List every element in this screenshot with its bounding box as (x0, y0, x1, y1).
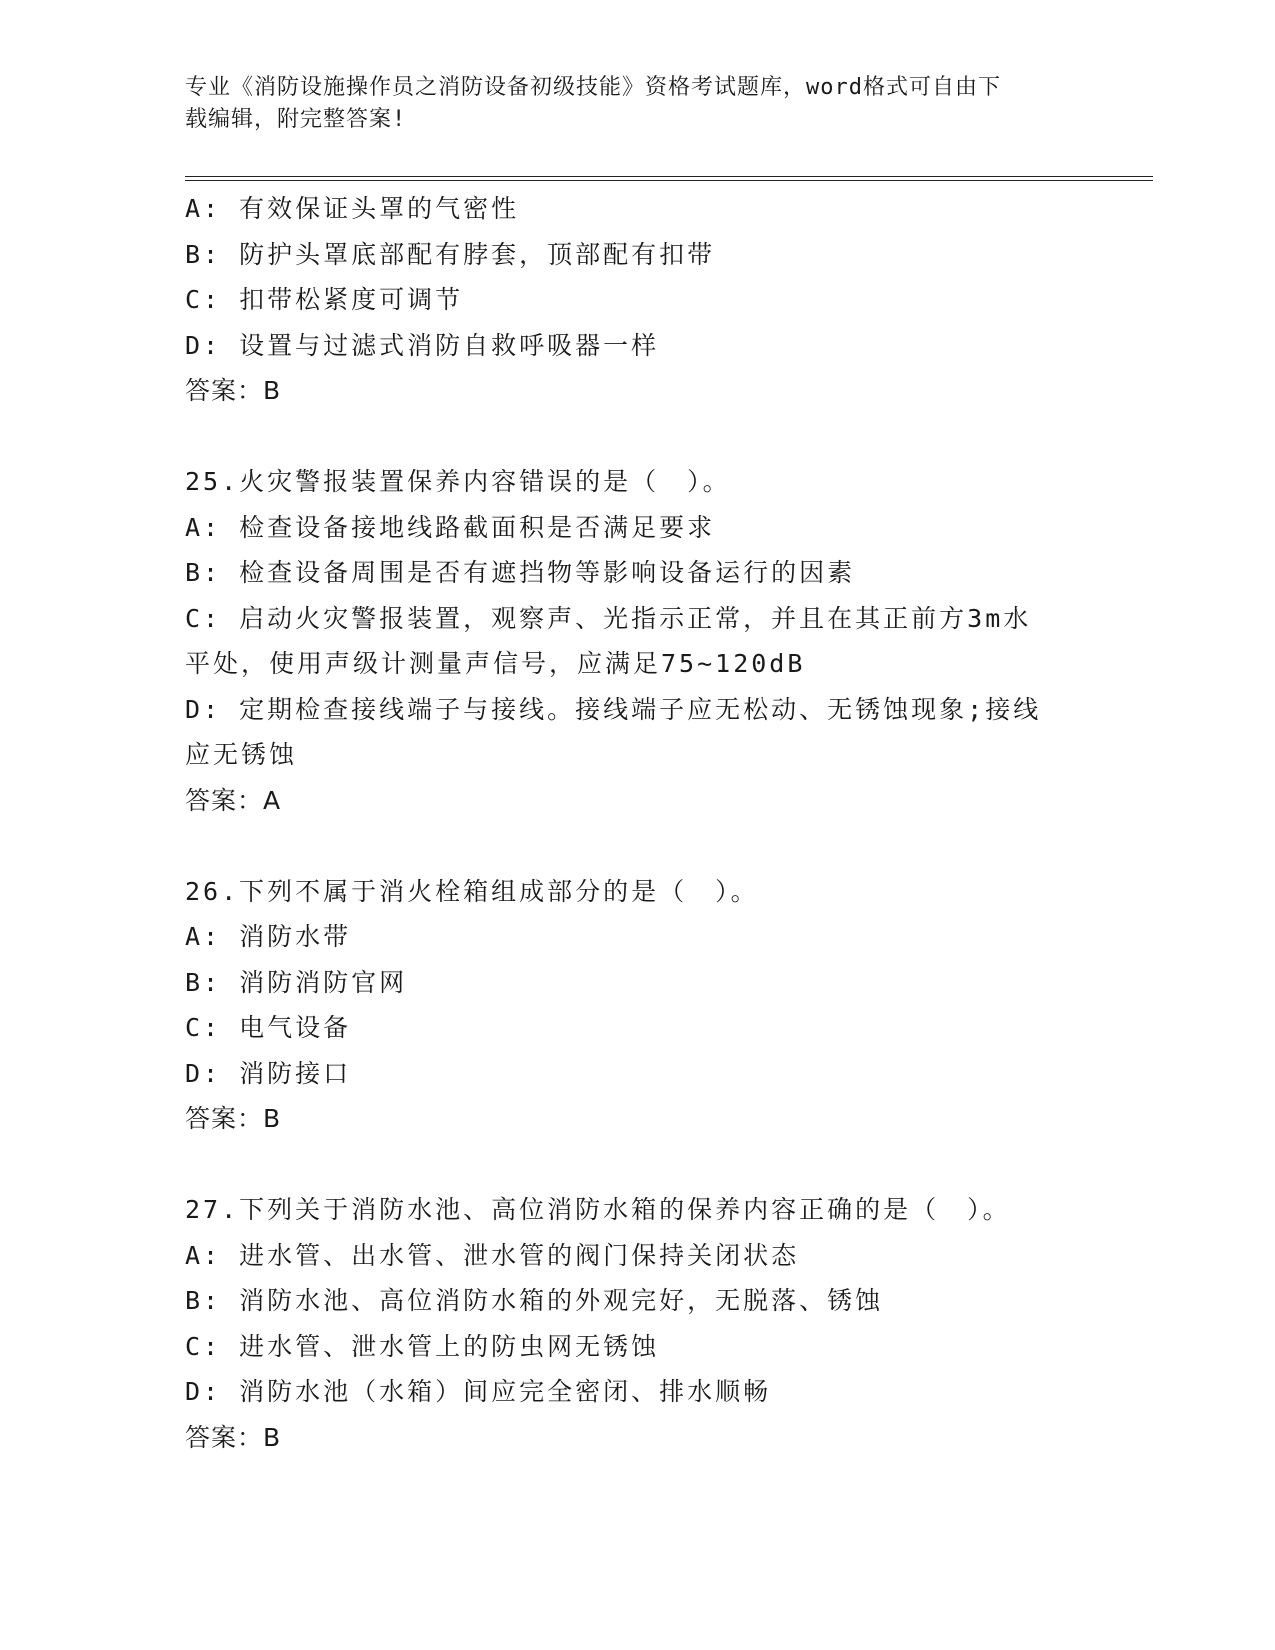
question-text: 25.火灾警报装置保养内容错误的是（ ）。 (185, 467, 731, 496)
option-c: C: 扣带松紧度可调节 (185, 285, 464, 314)
header-line-1: 专业《消防设施操作员之消防设备初级技能》资格考试题库，word格式可自由下 (185, 75, 1001, 100)
option-c-line-2: 平处，使用声级计测量声信号，应满足75~120dB (185, 649, 806, 678)
option-d-line-1: D: 定期检查接线端子与接线。接线端子应无松动、无锈蚀现象;接线 (185, 694, 1042, 724)
option-d: D: 设置与过滤式消防自救呼吸器一样 (185, 330, 660, 360)
option-b: B: 消防水池、高位消防水箱的外观完好，无脱落、锈蚀 (185, 1286, 884, 1315)
question-25 (185, 459, 1065, 823)
option-b: B: 检查设备周围是否有遮挡物等影响设备运行的因素 (185, 558, 856, 587)
spacer (185, 823, 1065, 869)
answer: 答案：A (185, 785, 282, 815)
option-a: A: 进水管、出水管、泄水管的阀门保持关闭状态 (185, 1240, 800, 1270)
spacer (185, 414, 1065, 460)
header-divider (185, 176, 1153, 181)
spacer (185, 1142, 1065, 1188)
option-a: A: 检查设备接地线路截面积是否满足要求 (185, 512, 716, 542)
question-27 (185, 1187, 1065, 1460)
answer: 答案：B (185, 376, 282, 405)
question-24-options (185, 186, 1065, 414)
page-header (185, 72, 1065, 136)
option-c: C: 电气设备 (185, 1013, 352, 1042)
option-a: A: 有效保证头罩的气密性 (185, 194, 520, 223)
question-text: 26.下列不属于消火栓箱组成部分的是（ ）。 (185, 876, 759, 906)
answer: 答案：B (185, 1422, 282, 1452)
option-b: B: 防护头罩底部配有脖套，顶部配有扣带 (185, 239, 716, 269)
option-b: B: 消防消防官网 (185, 967, 408, 997)
question-text: 27.下列关于消防水池、高位消防水箱的保养内容正确的是（ ）。 (185, 1195, 1011, 1224)
option-d: D: 消防接口 (185, 1058, 352, 1088)
option-a: A: 消防水带 (185, 922, 352, 951)
option-d-line-2: 应无锈蚀 (185, 740, 298, 769)
option-d: D: 消防水池（水箱）间应完全密闭、排水顺畅 (185, 1377, 772, 1406)
question-list (185, 186, 1065, 1460)
question-26 (185, 869, 1065, 1142)
answer: 答案：B (185, 1104, 282, 1133)
option-c-line-1: C: 启动火灾警报装置，观察声、光指示正常，并且在其正前方3m水 (185, 603, 1032, 633)
option-c: C: 进水管、泄水管上的防虫网无锈蚀 (185, 1331, 660, 1361)
header-line-2: 载编辑，附完整答案! (185, 107, 407, 132)
